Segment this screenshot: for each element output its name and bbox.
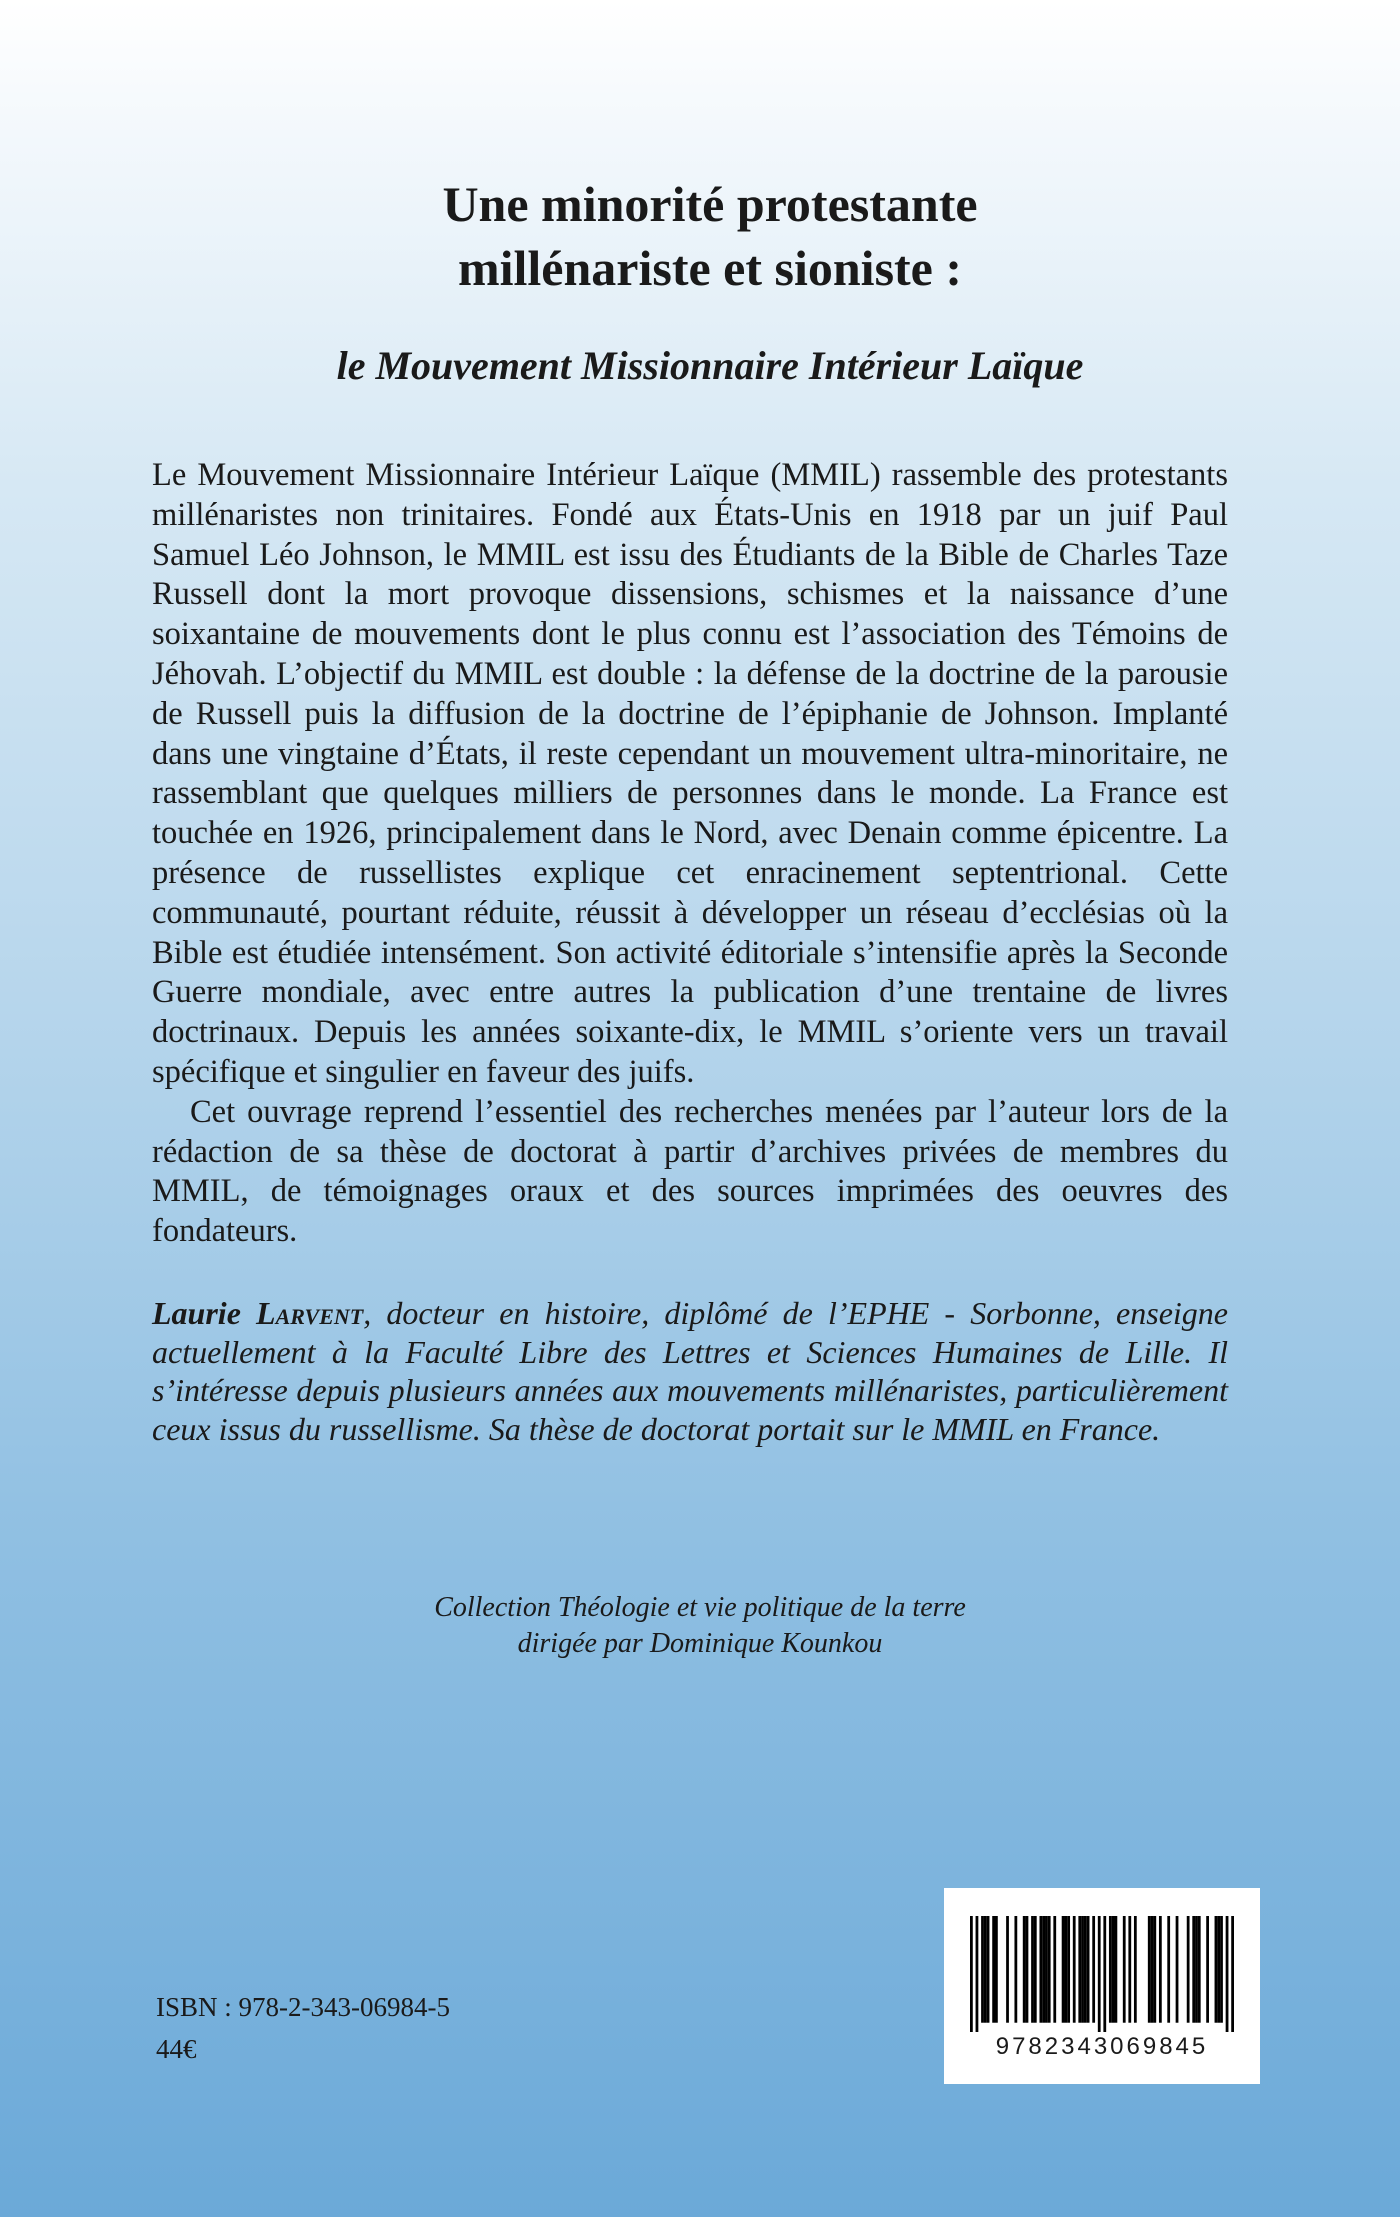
barcode-bar (970, 1916, 973, 2032)
barcode-bar (1159, 1916, 1162, 2023)
barcode-bar (1084, 1916, 1087, 2023)
subtitle: le Mouvement Missionnaire Intérieur Laïque (336, 343, 1084, 388)
barcode-bar (1220, 1916, 1223, 2023)
barcode-bar (1103, 1916, 1106, 2032)
barcode-bar (1062, 1916, 1065, 2023)
barcode-bar (976, 1916, 979, 2032)
barcode-bar (1006, 1916, 1009, 2023)
barcode-bar (1014, 1916, 1017, 2023)
barcode-bar (1206, 1916, 1209, 2023)
barcode-bar (1023, 1916, 1026, 2023)
barcode-bar (1134, 1916, 1137, 2023)
barcode-bar (1215, 1916, 1218, 2023)
collection-info (0, 1590, 1400, 1662)
barcode-bar (1064, 1916, 1067, 2023)
barcode-bar (981, 1916, 984, 2023)
barcode-bar (1081, 1916, 1084, 2023)
barcode-bar (1109, 1916, 1112, 2023)
barcode-bar (1231, 1916, 1234, 2032)
barcode-bar (1123, 1916, 1126, 2023)
collection-name: Collection Théologie et vie politique de la terre (434, 1592, 966, 1623)
barcode-bar (1078, 1916, 1081, 2023)
title-block (0, 172, 1400, 300)
author-bio (152, 1294, 1228, 1448)
barcode-bar (1148, 1916, 1151, 2023)
summary-paragraph-2: Cet ouvrage reprend l’essentiel des recherches menées par l’auteur lors de la rédaction de sa thèse de doctorat à partir d’archives privées de membres du MMIL, de témoignages oraux et des sources imprimées des oeuvres des fondateurs. (152, 1093, 1228, 1250)
barcode-bar (1034, 1916, 1037, 2023)
author-bio-text: , docteur en histoire, diplômé de l’EPHE - Sorbonne, enseigne actuellement à la Faculté Libre des Lettres et Sciences Humaines de Lille. Il s’intéresse depuis plusieurs années aux mouvements millénaristes, particulièrement ceux issus du russellisme. Sa thèse de doctorat portait sur le MMIL en France. (152, 1295, 1229, 1447)
title-line-1: Une minorité protestante (442, 176, 978, 232)
barcode-bar (1151, 1916, 1154, 2023)
barcode-bar (1087, 1916, 1090, 2023)
barcode-bar (1112, 1916, 1115, 2023)
barcode (944, 1888, 1260, 2084)
barcode-bars (970, 1916, 1234, 2032)
collection-director: dirigée par Dominique Kounkou (517, 1628, 883, 1659)
barcode-bar (1067, 1916, 1070, 2023)
barcode-bar (1153, 1916, 1156, 2023)
barcode-bar (1042, 1916, 1045, 2023)
barcode-bar (987, 1916, 990, 2023)
barcode-bar (1031, 1916, 1034, 2023)
barcode-bar (1039, 1916, 1042, 2023)
barcode-bar (1026, 1916, 1029, 2023)
barcode-bar (1198, 1916, 1201, 2023)
barcode-digits: 9782343069845 (995, 2033, 1209, 2060)
barcode-bar (1128, 1916, 1131, 2023)
barcode-bar (1195, 1916, 1198, 2023)
title-line-2: millénariste et sioniste : (457, 240, 963, 296)
barcode-bar (1048, 1916, 1051, 2023)
barcode-bar (1167, 1916, 1170, 2023)
barcode-bar (992, 1916, 995, 2023)
barcode-bar (1192, 1916, 1195, 2023)
price: 44€ (156, 2034, 197, 2064)
author-last-name: Larvent (256, 1295, 364, 1331)
barcode-bar (1098, 1916, 1101, 2032)
barcode-bar (1187, 1916, 1190, 2023)
summary-text (152, 456, 1228, 1252)
barcode-bar (1115, 1916, 1118, 2023)
barcode-bar (1226, 1916, 1229, 2032)
barcode-bar (1176, 1916, 1179, 2023)
barcode-bar (984, 1916, 987, 2023)
barcode-bar (1053, 1916, 1056, 2023)
summary-paragraph-1: Le Mouvement Missionnaire Intérieur Laïque (MMIL) rassemble des protestants millénaristes non trinitaires. Fondé aux États-Unis en 1918 par un juif Paul Samuel Léo Johnson, le MMIL est issu des Étudiants de la Bible de Charles Taze Russell dont la mort provoque dissensions, schismes et la naissance d’une soixantaine de mouvements dont le plus connu est l’association des Témoins de Jéhovah. L’objectif du MMIL est double : la défense de la doctrine de la parousie de Russell puis la diffusion de la doctrine de l’épiphanie de Johnson. Implanté dans une vingtaine d’États, il reste cependant un mouvement ultra-minoritaire, ne rassemblant que quelques milliers de personnes dans le monde. La France est touchée en 1926, principalement dans le Nord, avec Denain comme épicentre. La présence de russellistes explique cet enracinement septentrional. Cette communauté, pourtant réduite, réussit à développer un réseau d’ecclésias où la Bible est étudiée intensément. Son activité éditoriale s’intensifie après la Seconde Guerre mondiale, avec entre autres la publication d’une trentaine de livres doctrinaux. Depuis les années soixante-dix, le MMIL s’oriente vers un travail spécifique et singulier en faveur des juifs. (152, 457, 1228, 1090)
author-first-name: Laurie (152, 1295, 241, 1331)
barcode-bar (1073, 1916, 1076, 2023)
barcode-bar (1045, 1916, 1048, 2023)
barcode-bar (995, 1916, 998, 2023)
isbn: ISBN : 978-2-343-06984-5 (156, 1992, 450, 2022)
barcode-bar (1217, 1916, 1220, 2023)
barcode-bar (1092, 1916, 1095, 2023)
